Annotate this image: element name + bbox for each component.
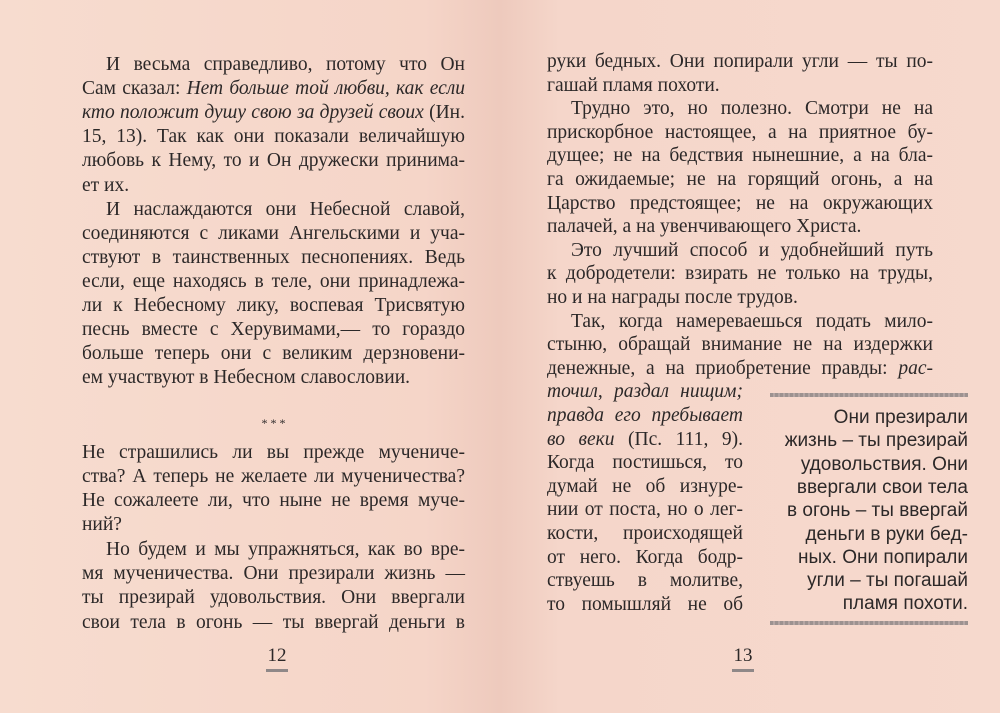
text-line [571, 97, 933, 121]
text-segment: дущее; не на бедствия нынешние, а на бла- [547, 145, 933, 167]
text-segment: (Ин. [423, 102, 465, 124]
text-line [82, 174, 465, 198]
text-segment: Но будем и мы упражняться, как во вре- [106, 539, 465, 560]
text-line [106, 198, 465, 222]
pull-quote-line: ввергали свои тела [796, 476, 968, 498]
text-segment: если, еще находясь в теле, они принадлежа- [82, 270, 465, 292]
text-line [106, 538, 465, 562]
text-segment: свои тела в огонь — ты ввергай деньги в [82, 612, 465, 633]
pull-quote-line: угли – ты погашай [807, 570, 968, 592]
text-line [547, 498, 743, 522]
text-segment: к добродетели: взирать не только на труды, [547, 263, 933, 285]
text-line [82, 513, 465, 537]
page-number: 12 [267, 645, 287, 666]
text-line [82, 270, 465, 294]
text-segment: И наслаждаются они Небесной славой, [106, 198, 465, 220]
text-segment: любовь к Нему, то и Он дружески принима- [82, 150, 465, 172]
text-line [547, 475, 743, 499]
text-line [547, 121, 933, 145]
text-segment: ет их. [82, 174, 130, 196]
text-segment: (Пс. 111, 9). [614, 428, 743, 450]
text-line [82, 441, 465, 465]
text-segment: ства? А теперь не желаете ли мученичества? [82, 466, 465, 487]
text-segment: ли к Небесному лику, воспевая Трисвятую [82, 295, 465, 316]
text-line [82, 342, 465, 366]
text-line [82, 125, 465, 149]
text-line [547, 168, 933, 192]
text-segment: Трудно это, но полезно. Смотри не на [571, 98, 933, 120]
text-segment: Так, когда намереваешься подать мило- [571, 310, 933, 332]
right-page [500, 0, 1000, 713]
text-segment: денежные, а на приобретение правды: [547, 357, 899, 379]
text-segment: песнь вместе с Херувимами,— то гораздо [82, 319, 465, 341]
text-segment: Когда постишься, то [547, 452, 743, 474]
pull-quote-line: Они презирали [833, 407, 968, 428]
text-segment: Не сожалеете ли, что ныне не время муче- [82, 490, 465, 511]
text-line [82, 246, 465, 270]
text-line [547, 262, 933, 286]
text-segment: соединяются с ликами Ангельскими и уча- [82, 222, 465, 244]
text-line [547, 522, 743, 546]
text-line [571, 239, 933, 263]
text-segment: ствуют в таинственных песнопениях. Ведь [82, 246, 465, 268]
text-segment: Не страшились ли вы прежде мучениче- [82, 442, 465, 463]
text-segment: ствуешь в молитве, [547, 570, 743, 592]
text-segment: 15, 13). Так как они показали величайшую [82, 126, 465, 148]
text-segment: кости, происходящей [547, 523, 743, 544]
text-line [82, 562, 465, 586]
text-line [82, 149, 465, 173]
text-line [106, 53, 465, 77]
text-segment: мя мученичества. Они презирали жизнь — [82, 563, 465, 584]
text-segment: стыню, обращай внимание не на издержки [547, 334, 933, 356]
pull-quote-line: деньги в руки бед- [805, 523, 968, 545]
text-line [547, 50, 933, 74]
text-segment: палачей, а на увенчивающего Христа. [547, 216, 862, 238]
text-line [547, 144, 933, 168]
text-segment: Это лучший способ и удобнейший путь [571, 239, 933, 261]
italic-quote: рас- [898, 357, 933, 379]
text-segment: ний? [82, 514, 122, 535]
text-segment: руки бедных. Они попирали угли — ты по- [547, 51, 933, 72]
text-line [571, 310, 933, 334]
italic-quote: кто положит душу свою за друзей своих [82, 102, 424, 124]
italic-quote: точил, раздал нищим; [547, 381, 743, 403]
page-number: 13 [733, 645, 753, 666]
pull-quote-bottom-rule [770, 621, 968, 625]
pull-quote-line: жизнь – ты презирай [784, 430, 968, 452]
text-line [547, 428, 743, 452]
text-line [82, 366, 465, 390]
text-segment: ты презирай удовольствия. Они ввергали [82, 587, 465, 608]
page-number-underline [732, 669, 754, 672]
text-line [547, 546, 743, 570]
page-number-underline [266, 669, 288, 672]
text-segment: нии от поста, но о лег- [547, 499, 743, 521]
text-line [82, 77, 465, 101]
text-line [82, 318, 465, 342]
text-segment: га ожидаемые; не на горящий огонь, а на [547, 169, 933, 190]
text-line [82, 611, 465, 635]
italic-quote: Нет больше той любви, как если [186, 78, 465, 100]
pull-quote-line: ных. Они попирали [798, 546, 968, 568]
text-segment: больше теперь они с великим дерзновени- [82, 343, 465, 365]
text-line [82, 294, 465, 318]
text-segment: думай не об изнуре- [547, 475, 743, 497]
text-segment: ем участвуют в Небесном славословии. [82, 367, 411, 389]
pull-quote-line: в огонь – ты ввергай [787, 500, 968, 522]
section-separator: * * * [261, 416, 286, 430]
text-line [547, 215, 933, 239]
text-line [547, 74, 933, 98]
text-line [547, 357, 933, 381]
text-line [547, 286, 933, 310]
pull-quote-line: пламя похоти. [842, 593, 968, 615]
text-line [82, 586, 465, 610]
text-segment: но и на награды после трудов. [547, 287, 798, 308]
pull-quote-line: удовольствия. Они [800, 453, 968, 475]
text-line [547, 380, 743, 404]
text-line [547, 404, 743, 428]
text-segment: от него. Когда бодр- [547, 546, 743, 568]
text-line [82, 489, 465, 513]
italic-quote: правда его пребывает [547, 405, 743, 426]
text-segment: Сам сказал: [82, 78, 187, 100]
text-line [82, 101, 465, 125]
text-line [82, 465, 465, 489]
text-segment: гашай пламя похоти. [547, 74, 720, 96]
text-line [547, 569, 743, 593]
text-line [547, 192, 933, 216]
text-segment: то помышляй не об [547, 593, 743, 615]
text-segment: прискорбное настоящее, а на приятное бу- [547, 121, 933, 143]
text-line [547, 593, 743, 617]
italic-quote: во веки [547, 428, 615, 450]
text-line [547, 333, 933, 357]
text-line [82, 222, 465, 246]
text-line [547, 451, 743, 475]
text-segment: И весьма справедливо, потому что Он [106, 54, 465, 75]
pull-quote-top-rule [770, 393, 968, 397]
text-segment: Царство предстоящее; не на окружающих [547, 192, 933, 214]
